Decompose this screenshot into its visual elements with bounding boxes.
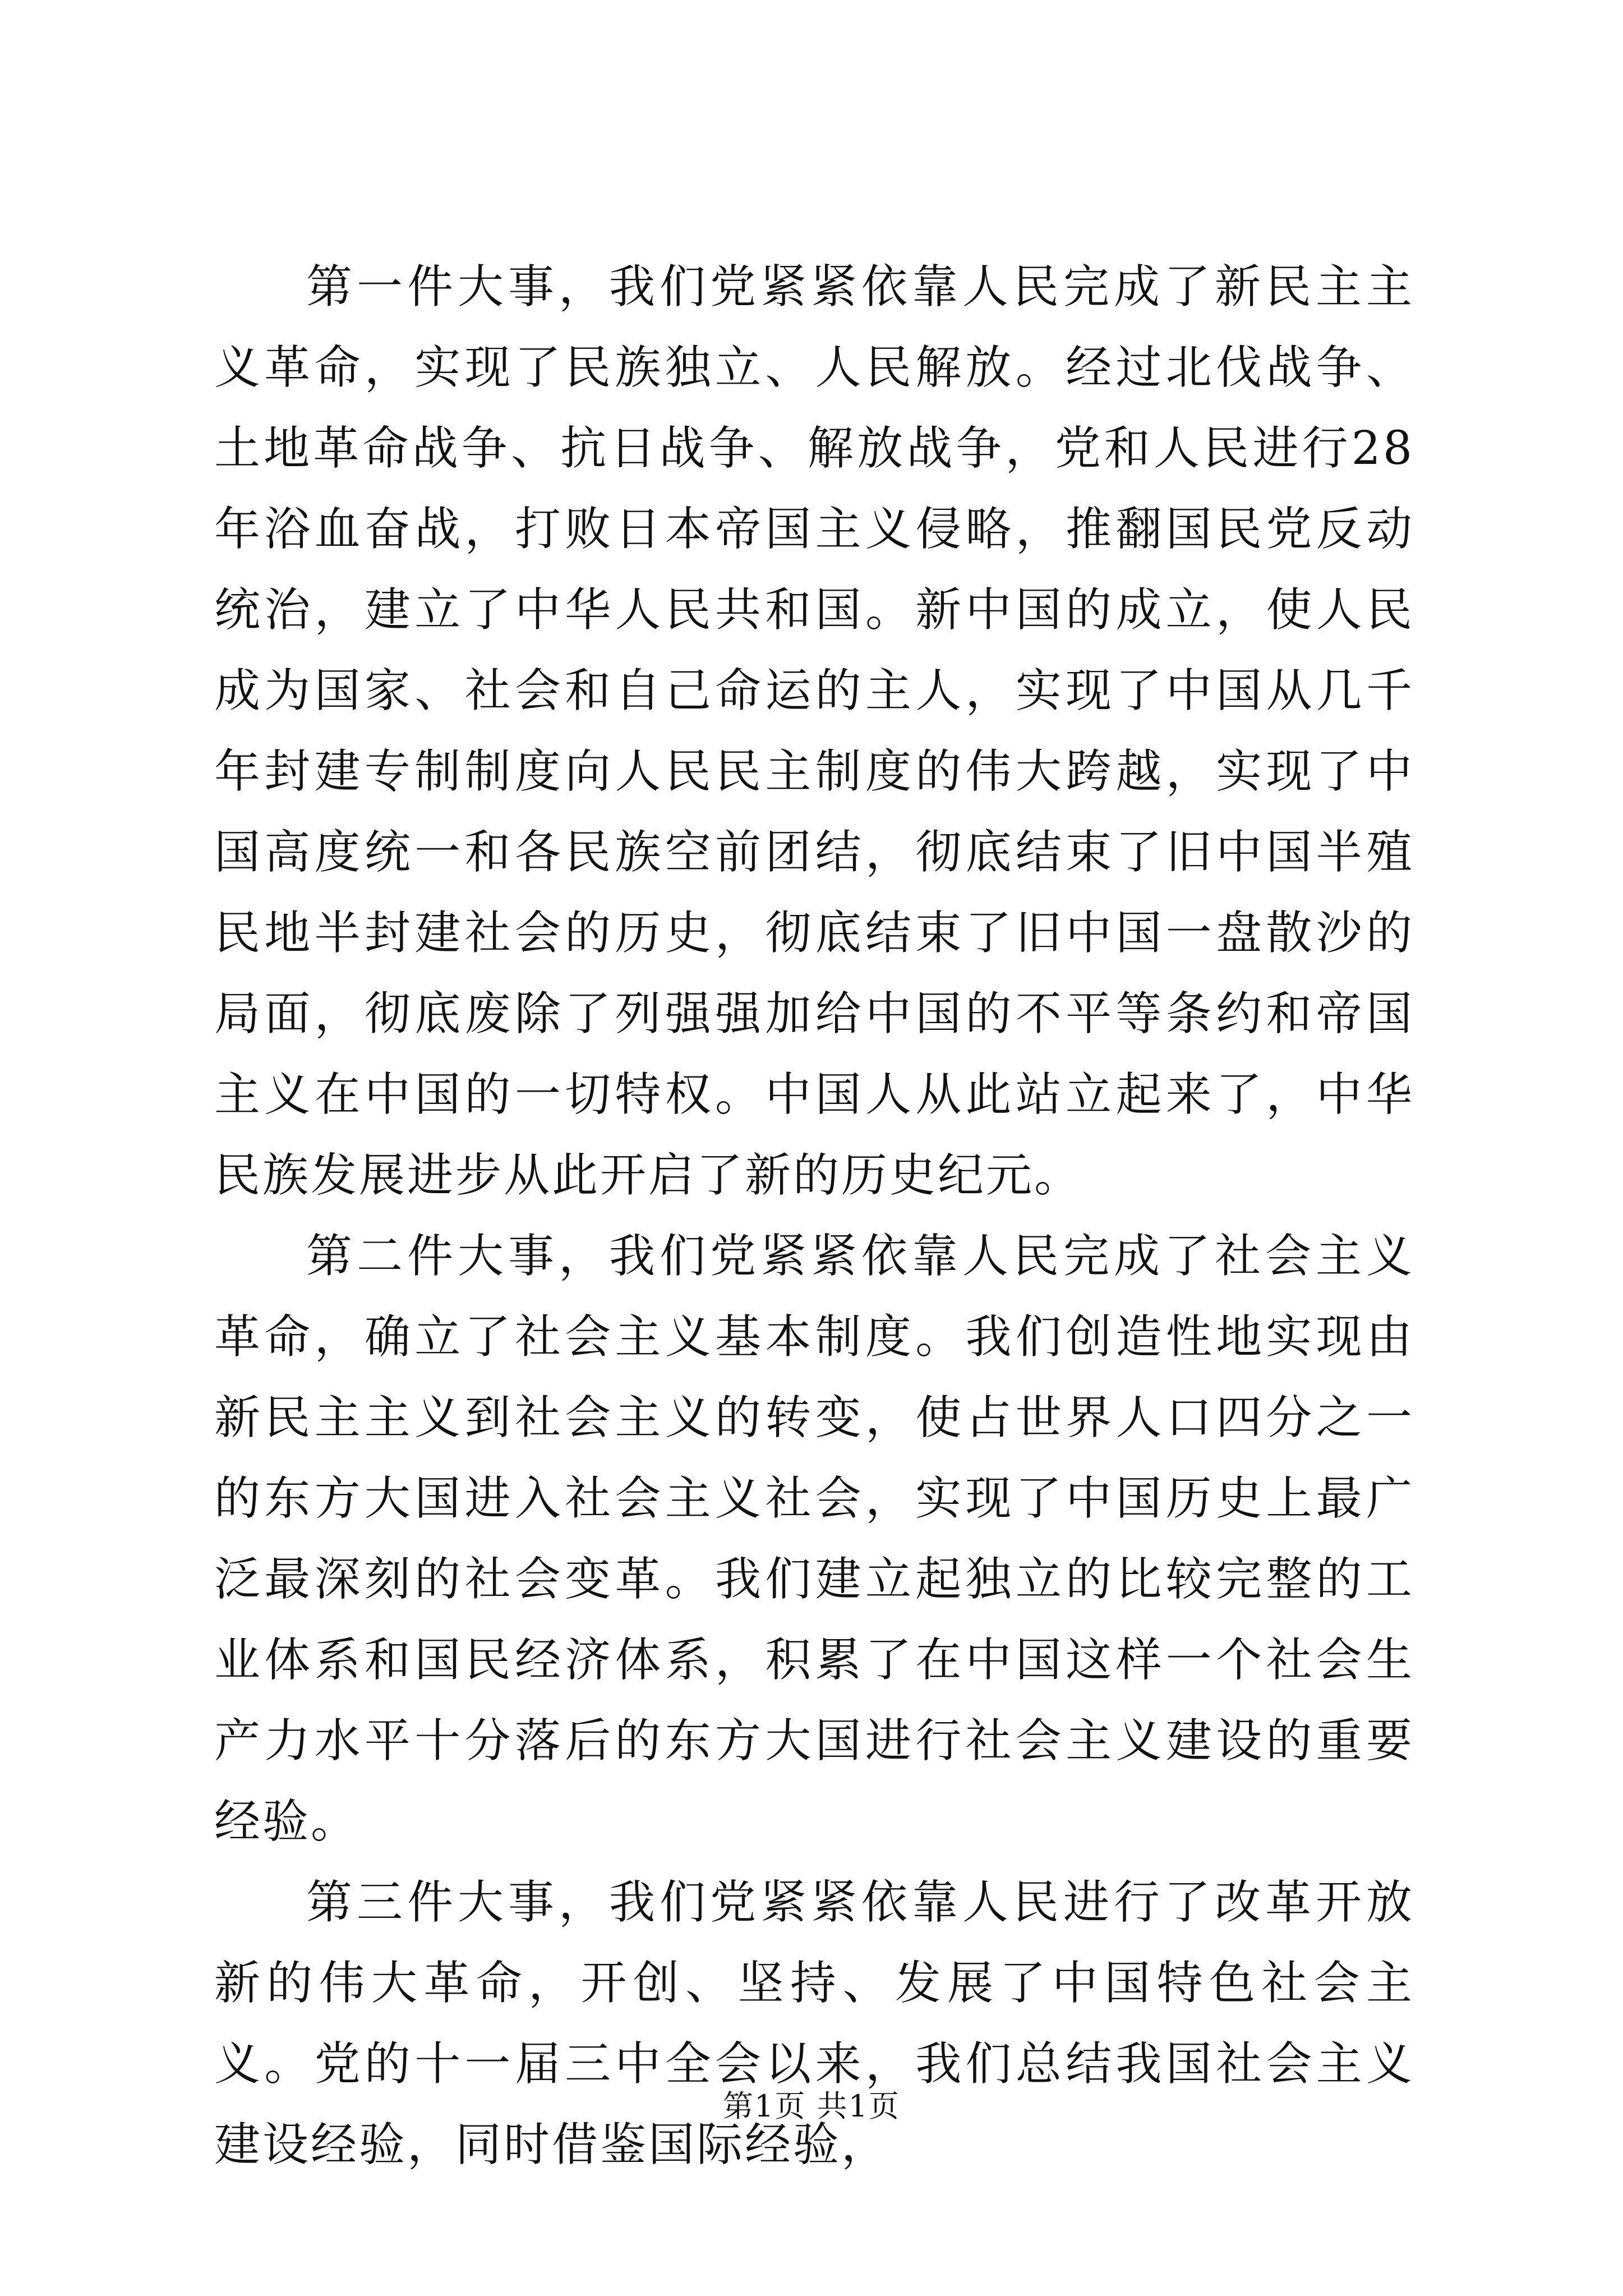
document-body: [214, 247, 1414, 2185]
paragraph-3: 第三件大事，我们党紧紧依靠人民进行了改革开放新的伟大革命，开创、坚持、发展了中国特色社会主义。党的十一届三中全会以来，我们总结我国社会主义建设经验，同时借鉴国际经验，: [214, 1876, 1414, 2171]
paragraph-2: 第二件大事，我们党紧紧依靠人民完成了社会主义革命，确立了社会主义基本制度。我们创造性地实现由新民主主义到社会主义的转变，使占世界人口四分之一的东方大国进入社会主义社会，实现了中国历史上最广泛最深刻的社会变革。我们建立起独立的比较完整的工业体系和国民经济体系，积累了在中国这样一个社会生产力水平十分落后的东方大国进行社会主义建设的重要经验。: [214, 1230, 1414, 1848]
paragraph-1: 第一件大事，我们党紧紧依靠人民完成了新民主主义革命，实现了民族独立、人民解放。经过北伐战争、土地革命战争、抗日战争、解放战争，党和人民进行28年浴血奋战，打败日本帝国主义侵略，推翻国民党反动统治，建立了中华人民共和国。新中国的成立，使人民成为国家、社会和自己命运的主人，实现了中国从几千年封建专制制度向人民民主制度的伟大跨越，实现了中国高度统一和各民族空前团结，彻底结束了旧中国半殖民地半封建社会的历史，彻底结束了旧中国一盘散沙的局面，彻底废除了列强强加给中国的不平等条约和帝国主义在中国的一切特权。中国人从此站立起来了，中华民族发展进步从此开启了新的历史纪元。: [214, 260, 1414, 1202]
page-footer: 第1页 共1页: [723, 2088, 900, 2124]
